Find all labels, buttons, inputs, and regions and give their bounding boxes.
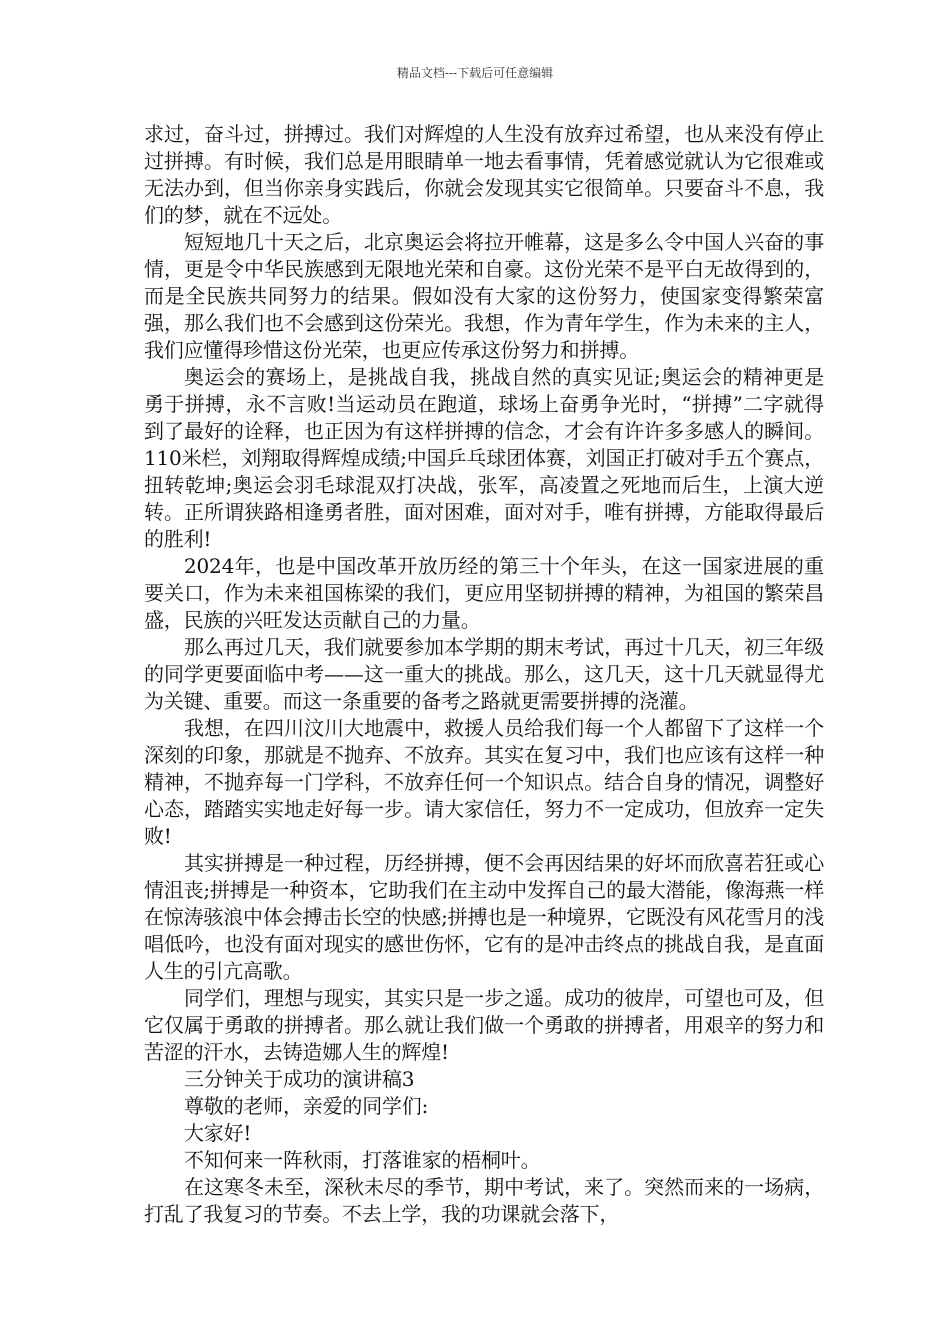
section-title: 三分钟关于成功的演讲稿3 [184, 1067, 415, 1091]
greeting: 大家好! [184, 1121, 252, 1145]
paragraph-6: 我想，在四川汶川大地震中，救援人员给我们每一个人都留下了这样一个深刻的印象，那就是不抛弃、不放弃。其实在复习中，我们也应该有这样一种精神，不抛弃每一门学科，不放弃任何一个知识点。结合自身的情况，调整好心态，踏踏实实地走好每一步。请大家信任，努力不一定成功，但放弃一定失败! [144, 716, 824, 848]
page-header: 精品文档---下载后可任意编辑 [396, 66, 554, 80]
paragraph-12: 不知何来一阵秋雨，打落谁家的梧桐叶。 [184, 1148, 541, 1172]
paragraph-2: 短短地几十天之后，北京奥运会将拉开帷幕，这是多么令中国人兴奋的事情，更是令中华民族感到无限地光荣和自豪。这份光荣不是平白无故得到的，而是全民族共同努力的结果。假如没有大家的这份努力，使国家变得繁荣富强，那么我们也不会感到这份荣光。我想，作为青年学生，作为未来的主人，我们应懂得珍惜这份光荣，也更应传承这份努力和拼搏。 [144, 230, 824, 362]
salutation: 尊敬的老师，亲爱的同学们: [184, 1094, 429, 1118]
paragraph-3: 奥运会的赛场上，是挑战自我，挑战自然的真实见证;奥运会的精神更是勇于拼搏，永不言败!当运动员在跑道，球场上奋勇争光时，“拼搏”二字就得到了最好的诠释，也正因为有这样拼搏的信念，才会有许许多多感人的瞬间。110米栏，刘翔取得辉煌成绩;中国乒乓球团体赛，刘国正打破对手五个赛点，扭转乾坤;奥运会羽毛球混双打决战，张军，高凌置之死地而后生，上演大逆转。正所谓狭路相逢勇者胜，面对困难，面对对手，唯有拼搏，方能取得最后的胜利! [144, 365, 824, 551]
paragraph-7: 其实拼搏是一种过程，历经拼搏，便不会再因结果的好坏而欣喜若狂或心情沮丧;拼搏是一种资本，它助我们在主动中发挥自己的最大潜能，像海燕一样在惊涛骇浪中体会搏击长空的快感;拼搏也是一种境界，它既没有风花雪月的浅唱低吟，也没有面对现实的感世伤怀，它有的是冲击终点的挑战自我，是直面人生的引亢高歌。 [144, 851, 824, 983]
paragraph-5: 那么再过几天，我们就要参加本学期的期末考试，再过十几天，初三年级的同学更要面临中考——这一重大的挑战。那么，这几天，这十几天就显得尤为关键、重要。而这一条重要的备考之路就更需要拼搏的浇灌。 [144, 635, 824, 713]
paragraph-13: 在这寒冬未至，深秋未尽的季节，期中考试，来了。突然而来的一场病，打乱了我复习的节奏。不去上学，我的功课就会落下， [144, 1175, 824, 1226]
document-body [144, 121, 824, 1228]
paragraph-4: 2024年，也是中国改革开放历经的第三十个年头，在这一国家进展的重要关口，作为未来祖国栋梁的我们，更应用坚韧拼搏的精神，为祖国的繁荣昌盛，民族的兴旺发达贡献自己的力量。 [144, 554, 824, 632]
paragraph-8: 同学们，理想与现实，其实只是一步之遥。成功的彼岸，可望也可及，但它仅属于勇敢的拼搏者。那么就让我们做一个勇敢的拼搏者，用艰辛的努力和苦涩的汗水，去铸造娜人生的辉煌! [144, 986, 824, 1064]
paragraph-1: 求过，奋斗过，拼搏过。我们对辉煌的人生没有放弃过希望，也从来没有停止过拼搏。有时候，我们总是用眼睛单一地去看事情，凭着感觉就认为它很难或无法办到，但当你亲身实践后，你就会发现其实它很简单。只要奋斗不息，我们的梦，就在不远处。 [144, 122, 824, 227]
